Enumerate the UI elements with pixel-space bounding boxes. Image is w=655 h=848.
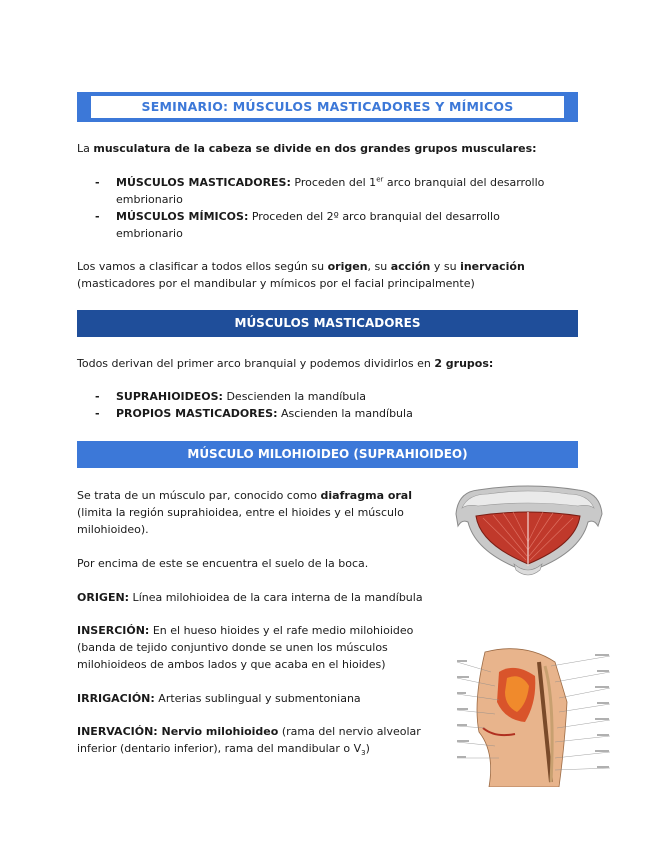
inervacion-paragraph: INERVACIÓN: Nervio milohioideo (rama del nervio alveolar inferior (dentario inferior), rama del mandibular o $V_3$)	[77, 725, 421, 758]
suelo-paragraph: Por encima de este se encuentra el suelo de la boca.	[77, 557, 369, 570]
groups-list	[95, 174, 551, 242]
section-header-milohioideo: MÚSCULO MILOHIOIDEO (SUPRAHIOIDEO)	[77, 441, 578, 468]
list-item: - MÚSCULOS MÍMICOS: Proceden del 2º arco branquial del desarrollo embrionario	[95, 210, 500, 240]
classify-paragraph: Los vamos a clasificar a todos ellos según su origen, su acción y su inervación (masticadores por el mandibular y mímicos por el facial principalmente)	[77, 260, 525, 290]
list-item: - SUPRAHIOIDEOS: Descienden la mandíbula	[95, 390, 367, 403]
intro-paragraph	[77, 140, 537, 157]
derive-paragraph: Todos derivan del primer arco branquial y podemos dividirlos en 2 grupos:	[77, 357, 494, 370]
subgroups-list	[95, 388, 551, 422]
sagittal-head-section-illustration	[455, 642, 612, 787]
intro-bold: musculatura de la cabeza se divide en dos grandes grupos musculares:	[93, 142, 537, 155]
title-banner	[77, 92, 578, 122]
mylohyoid-muscle-illustration	[448, 484, 608, 582]
list-item: - MÚSCULOS MASTICADORES: Proceden del 1er arco branquial del desarrollo embrionario	[95, 175, 545, 206]
page-title: SEMINARIO: MÚSCULOS MASTICADORES Y MÍMICOS	[91, 96, 564, 118]
list-item: - PROPIOS MASTICADORES: Ascienden la mandíbula	[95, 407, 413, 420]
irrigacion-paragraph: IRRIGACIÓN: Arterias sublingual y submentoniana	[77, 692, 361, 705]
intro-text: La	[77, 142, 94, 155]
origen-paragraph: ORIGEN: Línea milohioidea de la cara interna de la mandíbula	[77, 591, 423, 604]
section-header-masticadores: MÚSCULOS MASTICADORES	[77, 310, 578, 337]
insercion-paragraph: INSERCIÓN: En el hueso hioides y el rafe medio milohioideo (banda de tejido conjuntivo donde se unen los músculos milohioideos de ambos lados y que acaba en el hioides)	[77, 624, 414, 671]
milohioideo-description: Se trata de un músculo par, conocido como diafragma oral (limita la región suprahioidea, entre el hioides y el músculo milohioideo).	[77, 489, 412, 536]
